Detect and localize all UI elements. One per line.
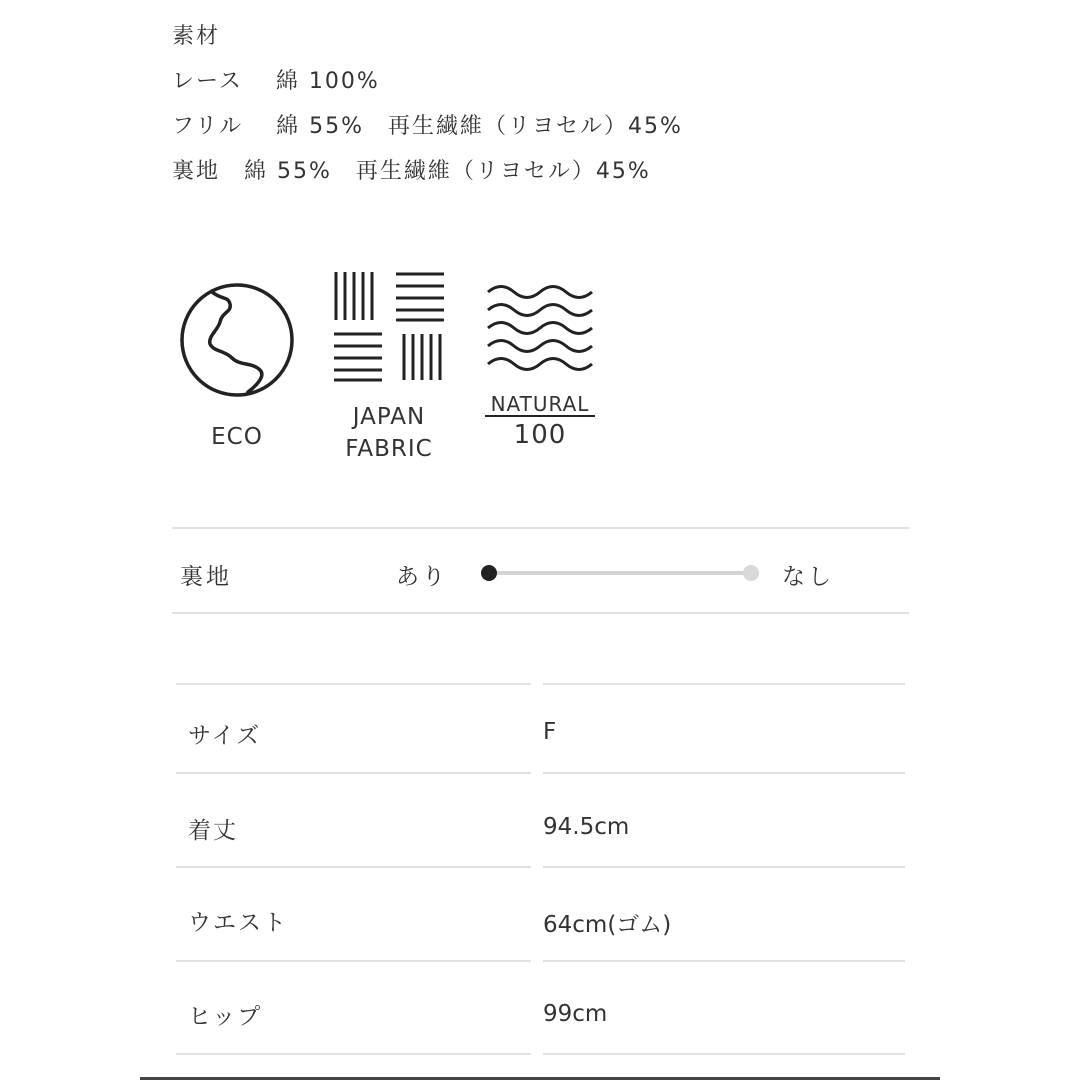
materials-line-frill: フリル 綿 55% 再生繊維（リヨセル）45% xyxy=(172,114,683,139)
waist-value: 64cm(ゴム) xyxy=(543,912,672,938)
materials-line-lining: 裏地 綿 55% 再生繊維（リヨセル）45% xyxy=(172,159,651,184)
divider xyxy=(172,527,909,529)
length-value: 94.5cm xyxy=(543,814,630,840)
table-rule xyxy=(176,772,531,774)
lining-option-no: なし xyxy=(782,564,834,590)
natural-label: NATURAL xyxy=(490,392,590,416)
materials-heading: 素材 xyxy=(172,24,221,49)
divider xyxy=(172,612,909,614)
table-rule xyxy=(176,1053,531,1055)
table-rule xyxy=(543,683,905,685)
japan-label: JAPAN xyxy=(352,404,426,430)
lining-slider-track xyxy=(489,571,751,575)
table-rule xyxy=(543,866,905,868)
badge-row xyxy=(0,0,1080,480)
lining-option-yes: あり xyxy=(396,564,448,590)
natural-100-label: 100 xyxy=(513,420,567,450)
table-rule xyxy=(176,866,531,868)
table-rule xyxy=(176,960,531,962)
lining-slider-selected-dot xyxy=(481,565,497,581)
table-rule xyxy=(543,960,905,962)
table-rule xyxy=(543,1053,905,1055)
size-label: サイズ xyxy=(188,723,262,749)
fabric-label: FABRIC xyxy=(345,436,433,462)
globe-icon xyxy=(182,285,292,395)
japan-fabric-icon xyxy=(334,272,444,380)
table-rule xyxy=(543,772,905,774)
materials-line-lace: レース 綿 100% xyxy=(172,69,380,94)
size-value: F xyxy=(543,719,557,745)
table-rule xyxy=(176,683,531,685)
lining-label: 裏地 xyxy=(180,564,232,590)
eco-label: ECO xyxy=(211,424,263,450)
hip-value: 99cm xyxy=(543,1001,608,1027)
hip-label: ヒップ xyxy=(188,1004,263,1030)
length-label: 着丈 xyxy=(188,818,238,844)
lining-slider-unselected-dot xyxy=(743,565,759,581)
waist-label: ウエスト xyxy=(188,910,288,936)
